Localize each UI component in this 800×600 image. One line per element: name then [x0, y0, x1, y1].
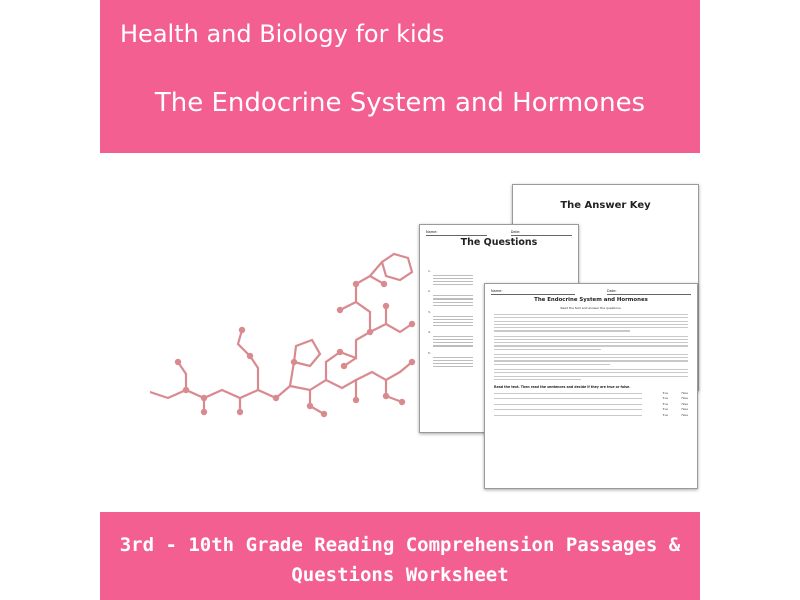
questions-title: The Questions: [460, 237, 538, 248]
passage-paragraph: [494, 336, 688, 350]
molecule-illustration: [150, 240, 420, 430]
questions-header-fields: [426, 230, 572, 236]
passage-title: The Endocrine System and Hormones: [534, 297, 648, 303]
question-item: 2.: [428, 289, 431, 294]
true-false-row: True False: [494, 397, 688, 400]
true-false-row: True False: [494, 408, 688, 411]
question-item: 5.: [428, 350, 431, 355]
true-false-row: True False: [494, 414, 688, 417]
subject-heading: Health and Biology for kids: [120, 20, 445, 48]
passage-paragraph: [494, 314, 688, 332]
answer-key-title: The Answer Key: [560, 200, 651, 211]
footer-banner: [100, 512, 700, 600]
passage-sheet: [484, 283, 698, 489]
footer-line-1: 3rd - 10th Grade Reading Comprehension Passages &: [119, 534, 681, 556]
passage-instruction: Read the text and answer the questions.: [560, 306, 622, 310]
true-false-heading: Read the text. Then read the sentences and decide if they are true or false.: [494, 384, 631, 389]
true-false-row: True False: [494, 392, 688, 395]
passage-paragraph: [494, 354, 688, 365]
header-banner: [100, 0, 700, 153]
name-field: Name:: [491, 289, 575, 295]
name-field: Name:: [426, 230, 487, 236]
passage-header-fields: [491, 289, 691, 295]
footer-line-2: Questions Worksheet: [291, 564, 509, 586]
question-item: 1.: [428, 269, 431, 273]
grade-range-text: [100, 530, 700, 590]
date-field: Date:: [607, 289, 691, 295]
page-title: The Endocrine System and Hormones: [154, 88, 646, 118]
question-item: 3.: [428, 309, 431, 314]
date-field: Date:: [511, 230, 572, 236]
passage-paragraph: [494, 369, 688, 380]
question-item: 4.: [428, 330, 431, 335]
true-false-row: True False: [494, 403, 688, 406]
